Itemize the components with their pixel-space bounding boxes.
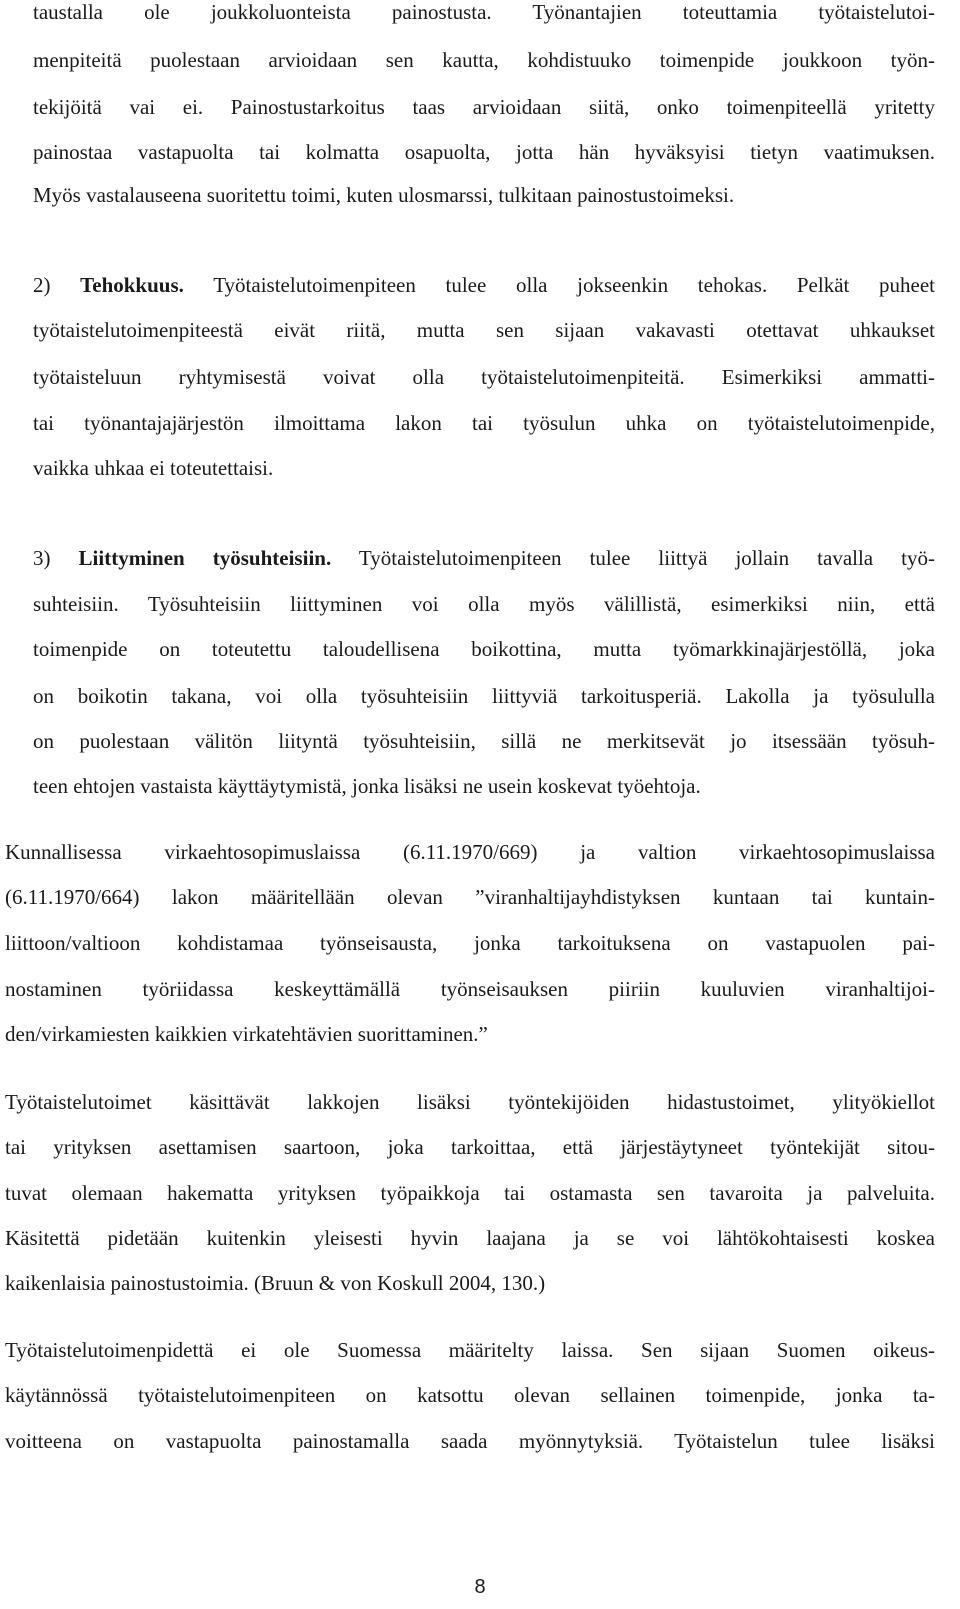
body-text-line: teen ehtojen vastaista käyttäytymistä, jonka lisäksi ne usein koskevat työehtoja. bbox=[33, 774, 701, 798]
body-text-line: tuvat olemaan hakematta yrityksen työpaikkoja tai ostamasta sen tavaroita ja palveluita. bbox=[5, 1181, 935, 1205]
body-text-line: suhteisiin. Työsuhteisiin liittyminen voi olla myös välillistä, esimerkiksi niin, että bbox=[33, 592, 935, 616]
body-text-line: Kunnallisessa virkaehtosopimuslaissa (6.11.1970/669) ja valtion virkaehtosopimuslaissa bbox=[5, 840, 935, 864]
body-text-line: toimenpide on toteutettu taloudellisena boikottina, mutta työmarkkinajärjestöllä, joka bbox=[33, 637, 935, 661]
page-number: 8 bbox=[474, 1576, 486, 1598]
body-text-line: (6.11.1970/664) lakon määritellään olevan ”viranhaltijayhdistyksen kuntaan tai kuntain- bbox=[5, 885, 935, 909]
list-item-heading-line bbox=[33, 546, 935, 570]
body-text-line: työtaistelutoimenpiteestä eivät riitä, mutta sen sijaan vakavasti otettavat uhkaukset bbox=[33, 318, 935, 342]
body-text-line: tai työnantajajärjestön ilmoittama lakon tai työsulun uhka on työtaistelutoimenpide, bbox=[33, 411, 935, 435]
body-text-line: on puolestaan välitön liityntä työsuhteisiin, sillä ne merkitsevät jo itsessään työsuh- bbox=[33, 729, 935, 753]
list-number: 3) bbox=[33, 546, 51, 570]
body-text-line: Työtaistelutoimenpidettä ei ole Suomessa määritelty laissa. Sen sijaan Suomen oikeus- bbox=[5, 1338, 935, 1362]
body-text-line: painostaa vastapuolta tai kolmatta osapuolta, jotta hän hyväksyisi tietyn vaatimuksen. bbox=[33, 140, 935, 164]
body-text-line: työtaisteluun ryhtymisestä voivat olla työtaistelutoimenpiteitä. Esimerkiksi ammatti- bbox=[33, 365, 935, 389]
body-text: Työtaistelutoimenpiteen tulee olla jokseenkin tehokas. Pelkät puheet bbox=[213, 273, 936, 297]
body-text-line: Käsitettä pidetään kuitenkin yleisesti hyvin laajana ja se voi lähtökohtaisesti koskea bbox=[5, 1226, 935, 1250]
body-text-line: menpiteitä puolestaan arvioidaan sen kautta, kohdistuuko toimenpide joukkoon työn- bbox=[33, 48, 935, 72]
body-text-line: voitteena on vastapuolta painostamalla saada myönnytyksiä. Työtaistelun tulee lisäksi bbox=[5, 1429, 935, 1453]
list-heading: Liittyminen työsuhteisiin. bbox=[78, 546, 332, 570]
body-text-line: käytännössä työtaistelutoimenpiteen on katsottu olevan sellainen toimenpide, jonka ta- bbox=[5, 1383, 935, 1407]
body-text: Työtaistelutoimenpiteen tulee liittyä jollain tavalla työ- bbox=[358, 546, 935, 570]
list-heading: Tehokkuus. bbox=[80, 273, 184, 297]
body-text-line: tekijöitä vai ei. Painostustarkoitus taas arvioidaan siitä, onko toimenpiteellä yritetty bbox=[33, 95, 935, 119]
list-item-heading-line bbox=[33, 273, 935, 297]
list-number: 2) bbox=[33, 273, 51, 297]
body-text-line: vaikka uhkaa ei toteutettaisi. bbox=[33, 456, 274, 480]
body-text-line: den/virkamiesten kaikkien virkatehtävien suorittaminen.” bbox=[5, 1022, 488, 1046]
body-text-line: on boikotin takana, voi olla työsuhteisiin liittyviä tarkoitusperiä. Lakolla ja työsululla bbox=[33, 684, 935, 708]
body-text-line: liittoon/valtioon kohdistamaa työnseisausta, jonka tarkoituksena on vastapuolen pai- bbox=[5, 931, 935, 955]
body-text-line: taustalla ole joukkoluonteista painostusta. Työnantajien toteuttamia työtaistelutoi- bbox=[33, 0, 935, 24]
body-text-line: Työtaistelutoimet käsittävät lakkojen lisäksi työntekijöiden hidastustoimet, ylityökiellot bbox=[5, 1090, 935, 1114]
body-text-line: tai yrityksen asettamisen saartoon, joka tarkoittaa, että järjestäytyneet työntekijät sitou- bbox=[5, 1135, 935, 1159]
body-text-line: Myös vastalauseena suoritettu toimi, kuten ulosmarssi, tulkitaan painostustoimeksi. bbox=[33, 183, 735, 207]
body-text-line: nostaminen työriidassa keskeyttämällä työnseisauksen piiriin kuuluvien viranhaltijoi- bbox=[5, 977, 935, 1001]
body-text-line: kaikenlaisia painostustoimia. (Bruun & von Koskull 2004, 130.) bbox=[5, 1271, 546, 1295]
